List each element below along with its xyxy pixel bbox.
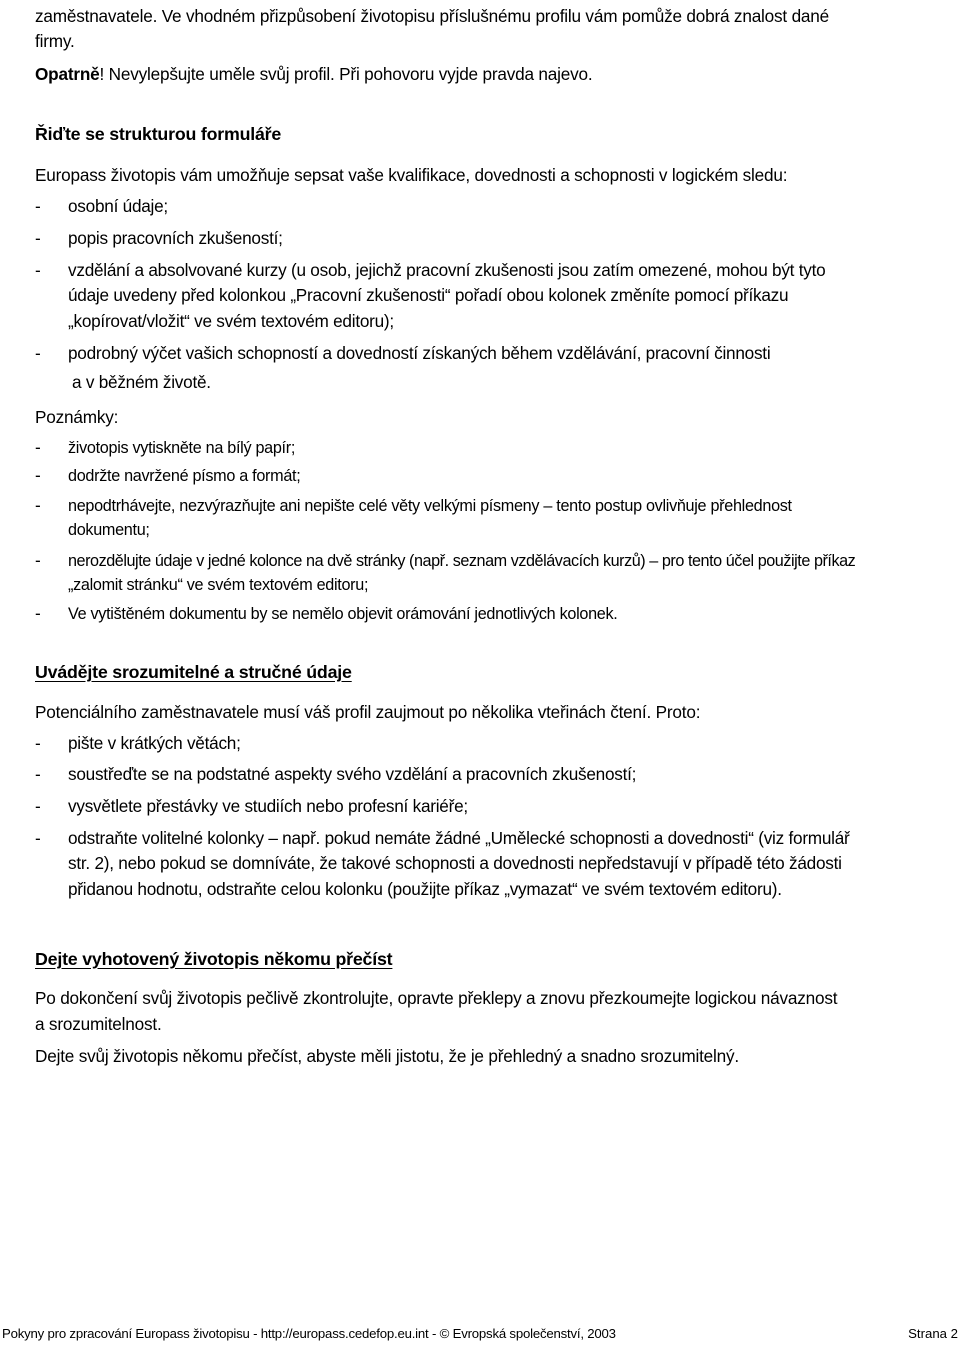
section-heading-proofread: Dejte vyhotovený životopis někomu přečíst bbox=[35, 949, 393, 969]
note-item: nerozdělujte údaje v jedné kolonce na dvě stránky (např. seznam vzdělávacích kurzů) – pro tento účel použijte příkaz bbox=[68, 552, 856, 570]
list-dash: - bbox=[35, 343, 41, 363]
note-item: životopis vytiskněte na bílý papír; bbox=[68, 439, 296, 457]
warning-line bbox=[35, 62, 592, 86]
list-dash: - bbox=[35, 796, 41, 816]
note-item: dodržte navržené písmo a formát; bbox=[68, 467, 301, 485]
list-item: pište v krátkých větách; bbox=[68, 733, 241, 753]
notes-label: Poznámky: bbox=[35, 407, 119, 427]
paragraph-line: Dejte svůj životopis někomu přečíst, abyste měli jistotu, že je přehledný a snadno srozumitelný. bbox=[35, 1046, 739, 1066]
note-item: Ve vytištěném dokumentu by se nemělo objevit orámování jednotlivých kolonek. bbox=[68, 605, 618, 623]
list-dash: - bbox=[35, 550, 41, 570]
note-item-continuation: dokumentu; bbox=[68, 521, 150, 539]
list-dash: - bbox=[35, 437, 41, 457]
list-dash: - bbox=[35, 465, 41, 485]
list-item: podrobný výčet vašich schopností a dovedností získaných během vzdělávání, pracovní činnosti bbox=[68, 343, 771, 363]
note-item: nepodtrhávejte, nezvýrazňujte ani nepište celé věty velkými písmeny – tento postup ovlivňuje přehlednost bbox=[68, 497, 792, 515]
section-heading-structure: Řiďte se strukturou formuláře bbox=[35, 124, 282, 144]
section-heading-clarity: Uvádějte srozumitelné a stručné údaje bbox=[35, 662, 352, 682]
list-dash: - bbox=[35, 764, 41, 784]
section-intro: Europass životopis vám umožňuje sepsat vaše kvalifikace, dovednosti a schopnosti v logickém sledu: bbox=[35, 165, 788, 185]
list-item-continuation: str. 2), nebo pokud se domníváte, že takové schopnosti a dovednosti nepředstavují v případě této žádosti bbox=[68, 853, 842, 873]
list-item: soustřeďte se na podstatné aspekty svého vzdělání a pracovních zkušeností; bbox=[68, 764, 637, 784]
paragraph-line: Po dokončení svůj životopis pečlivě zkontrolujte, opravte překlepy a znovu přezkoumejte logickou návaznost bbox=[35, 988, 838, 1008]
list-item-continuation: a v běžném životě. bbox=[72, 372, 211, 392]
note-item-continuation: „zalomit stránku“ ve svém textovém editoru; bbox=[68, 576, 369, 594]
page-number: Strana 2 bbox=[908, 1326, 958, 1341]
list-dash: - bbox=[35, 196, 41, 216]
list-dash: - bbox=[35, 733, 41, 753]
list-item: vysvětlete přestávky ve studiích nebo profesní kariéře; bbox=[68, 796, 468, 816]
list-item: odstraňte volitelné kolonky – např. pokud nemáte žádné „Umělecké schopnosti a dovednosti“ (viz formulář bbox=[68, 828, 850, 848]
footer-text: Pokyny pro zpracování Europass životopisu - http://europass.cedefop.eu.int - © Evropská společenství, 2003 bbox=[2, 1326, 616, 1341]
list-dash: - bbox=[35, 603, 41, 623]
list-dash: - bbox=[35, 260, 41, 280]
list-item: osobní údaje; bbox=[68, 196, 168, 216]
warning-text: ! Nevylepšujte uměle svůj profil. Při pohovoru vyjde pravda najevo. bbox=[99, 64, 593, 84]
paragraph-line: zaměstnavatele. Ve vhodném přizpůsobení životopisu příslušnému profilu vám pomůže dobrá znalost dané bbox=[35, 6, 830, 26]
list-dash: - bbox=[35, 228, 41, 248]
list-item: vzdělání a absolvované kurzy (u osob, jejichž pracovní zkušenosti jsou zatím omezené, mohou být tyto bbox=[68, 260, 826, 280]
list-item-continuation: údaje uvedeny před kolonkou „Pracovní zkušenosti“ pořadí obou kolonek změníte pomocí příkazu bbox=[68, 285, 789, 305]
paragraph-line: firmy. bbox=[35, 31, 75, 51]
warning-bold: Opatrně bbox=[35, 64, 100, 84]
list-dash: - bbox=[35, 495, 41, 515]
list-item-continuation: „kopírovat/vložit“ ve svém textovém editoru); bbox=[68, 311, 394, 331]
paragraph-line: a srozumitelnost. bbox=[35, 1014, 162, 1034]
section-intro: Potenciálního zaměstnavatele musí váš profil zaujmout po několika vteřinách čtení. Proto: bbox=[35, 702, 701, 722]
list-item: popis pracovních zkušeností; bbox=[68, 228, 283, 248]
list-dash: - bbox=[35, 828, 41, 848]
list-item-continuation: přidanou hodnotu, odstraňte celou kolonku (použijte příkaz „vymazat“ ve svém textovém editoru). bbox=[68, 879, 782, 899]
